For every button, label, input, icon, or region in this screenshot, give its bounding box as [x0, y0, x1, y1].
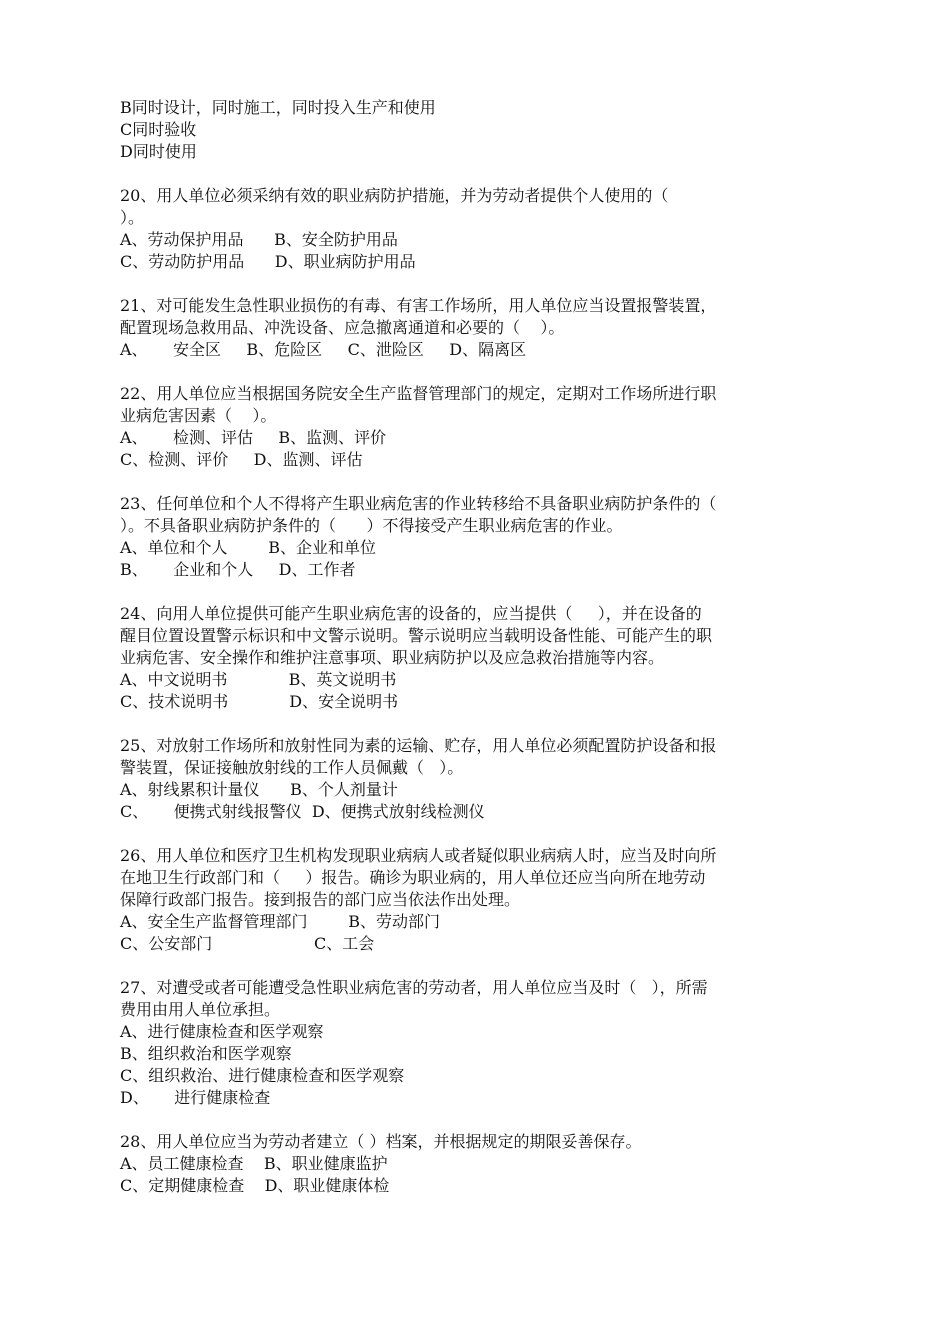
text-line: ）。	[120, 208, 145, 227]
text-line: 费用由用人单位承担。	[120, 1000, 281, 1019]
text-line: 27、对遭受或者可能遭受急性职业病危害的劳动者，用人单位应当及时（ ），所需	[120, 978, 708, 997]
text-line: 24、向用人单位提供可能产生职业病危害的设备的，应当提供（ ），并在设备的	[120, 604, 702, 623]
paragraph-gap	[120, 713, 836, 735]
paragraph-gap	[120, 273, 836, 295]
text-line: 配置现场急救用品、冲洗设备、应急撤离通道和必要的（ ）。	[120, 318, 565, 337]
text-line: 在地卫生行政部门和（ ）报告。确诊为职业病的，用人单位还应当向所在地劳动	[120, 868, 706, 887]
text-line: 28、用人单位应当为劳动者建立（ ）档案，并根据规定的期限妥善保存。	[120, 1132, 642, 1151]
text-line: C、 便携式射线报警仪 D、便携式放射线检测仪	[120, 802, 485, 821]
text-line: A、劳动保护用品 B、安全防护用品	[120, 230, 398, 249]
document-page	[120, 97, 836, 1197]
text-line: C、公安部门 C、工会	[120, 934, 375, 953]
paragraph-gap	[120, 955, 836, 977]
text-line: 25、对放射工作场所和放射性同为素的运输、贮存，用人单位必须配置防护设备和报	[120, 736, 717, 755]
paragraph-gap	[120, 823, 836, 845]
text-line: 20、用人单位必须采纳有效的职业病防护措施，并为劳动者提供个人使用的（	[120, 186, 669, 205]
text-line: C、劳动防护用品 D、职业病防护用品	[120, 252, 416, 271]
text-line: A、单位和个人 B、企业和单位	[120, 538, 377, 557]
text-line: A、员工健康检查 B、职业健康监护	[120, 1154, 388, 1173]
text-line: 业病危害、安全操作和维护注意事项、职业病防护以及应急救治措施等内容。	[120, 648, 665, 667]
text-line: C、技术说明书 D、安全说明书	[120, 692, 399, 711]
text-line: D同时使用	[120, 142, 197, 161]
paragraph-gap	[120, 163, 836, 185]
text-line: A、射线累积计量仪 B、个人剂量计	[120, 780, 398, 799]
text-line: A、 检测、评估 B、监测、评价	[120, 428, 387, 447]
paragraph-gap	[120, 471, 836, 493]
paragraph-gap	[120, 581, 836, 603]
text-line: A、 安全区 B、危险区 C、泄险区 D、隔离区	[120, 340, 527, 359]
text-line: 21、对可能发生急性职业损伤的有毒、有害工作场所，用人单位应当设置报警装置，	[120, 296, 717, 315]
text-line: 醒目位置设置警示标识和中文警示说明。警示说明应当载明设备性能、可能产生的职	[120, 626, 713, 645]
text-line: C、组织救治、进行健康检查和医学观察	[120, 1066, 405, 1085]
text-line: 保障行政部门报告。接到报告的部门应当依法作出处理。	[120, 890, 521, 909]
text-line: 26、用人单位和医疗卫生机构发现职业病病人或者疑似职业病病人时，应当及时向所	[120, 846, 717, 865]
text-line: D、 进行健康检查	[120, 1088, 271, 1107]
text-line: 警装置，保证接触放射线的工作人员佩戴（ ）。	[120, 758, 464, 777]
text-line: A、进行健康检查和医学观察	[120, 1022, 324, 1041]
text-line: B、 企业和个人 D、工作者	[120, 560, 356, 579]
text-line: A、安全生产监督管理部门 B、劳动部门	[120, 912, 441, 931]
text-line: C同时验收	[120, 120, 197, 139]
text-line: B、组织救治和医学观察	[120, 1044, 292, 1063]
text-line: 22、用人单位应当根据国务院安全生产监督管理部门的规定，定期对工作场所进行职	[120, 384, 717, 403]
text-line: C、定期健康检查 D、职业健康体检	[120, 1176, 390, 1195]
text-line: C、检测、评价 D、监测、评估	[120, 450, 363, 469]
text-line: A、中文说明书 B、英文说明书	[120, 670, 397, 689]
text-line: ）。不具备职业病防护条件的（ ）不得接受产生职业病危害的作业。	[120, 516, 623, 535]
text-line: B同时设计，同时施工，同时投入生产和使用	[120, 98, 436, 117]
text-line: 业病危害因素（ ）。	[120, 406, 277, 425]
paragraph-gap	[120, 1109, 836, 1131]
paragraph-gap	[120, 361, 836, 383]
text-line: 23、任何单位和个人不得将产生职业病危害的作业转移给不具备职业病防护条件的（	[120, 494, 717, 513]
